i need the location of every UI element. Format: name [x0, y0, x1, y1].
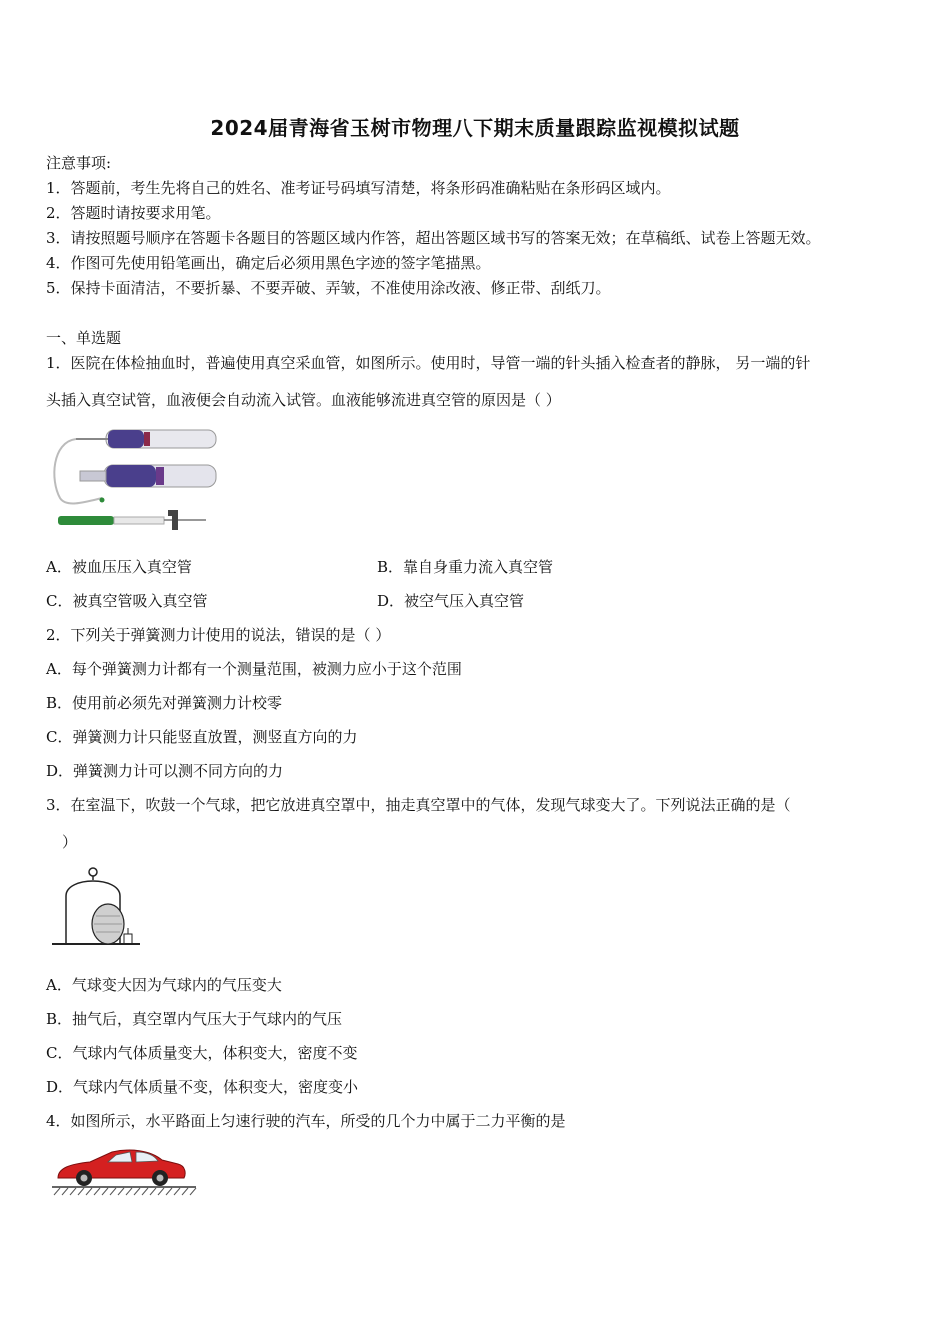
q1-option-c: C．被真空管吸入真空管 [46, 592, 208, 610]
q1-option-d: D．被空气压入真空管 [377, 592, 525, 610]
notice-item: 2．答题时请按要求用笔。 [46, 204, 221, 222]
q1-option-b: B．靠自身重力流入真空管 [377, 558, 554, 576]
notice-item: 1．答题前，考生先将自己的姓名、准考证号码填写清楚，将条形码准确粘贴在条形码区域内。 [46, 179, 671, 197]
vacuum-blood-tube-figure [46, 420, 226, 532]
notice-item: 3．请按照题号顺序在答题卡各题目的答题区域内作答，超出答题区域书写的答案无效；在草稿纸、试卷上答题无效。 [46, 229, 821, 247]
q2-option-c: C．弹簧测力计只能竖直放置，测竖直方向的力 [46, 728, 358, 746]
notice-item: 4．作图可先使用铅笔画出，确定后必须用黑色字迹的签字笔描黑。 [46, 254, 491, 272]
vacuum-bell-jar-figure [50, 862, 142, 948]
q3-option-b: B．抽气后，真空罩内气压大于气球内的气压 [46, 1010, 343, 1028]
notice-heading: 注意事项: [46, 154, 112, 172]
q3-option-c: C．气球内气体质量变大，体积变大，密度不变 [46, 1044, 358, 1062]
page-title: 2024届青海省玉树市物理八下期末质量跟踪监视模拟试题 [210, 116, 740, 140]
car-on-road-figure [50, 1140, 198, 1198]
notice-item: 5．保持卡面清洁，不要折暴、不要弄破、弄皱，不准使用涂改液、修正带、刮纸刀。 [46, 279, 611, 297]
q2-option-b: B．使用前必须先对弹簧测力计校零 [46, 694, 283, 712]
q3-stem-line2: ） [62, 833, 78, 851]
section-heading: 一、单选题 [46, 329, 122, 347]
q3-option-d: D．气球内气体质量不变，体积变大，密度变小 [46, 1078, 359, 1096]
q3-option-a: A．气球变大因为气球内的气压变大 [46, 976, 282, 994]
q2-option-d: D．弹簧测力计可以测不同方向的力 [46, 762, 284, 780]
q1-stem-line1: 1．医院在体检抽血时，普遍使用真空采血管，如图所示。使用时，导管一端的针头插入检查者的静脉， 另一端的针 [46, 354, 811, 372]
q4-stem: 4．如图所示，水平路面上匀速行驶的汽车，所受的几个力中属于二力平衡的是 [46, 1112, 566, 1130]
q1-stem-line2: 头插入真空试管，血液便会自动流入试管。血液能够流进真空管的原因是（ ） [46, 391, 561, 409]
q2-stem: 2．下列关于弹簧测力计使用的说法，错误的是（ ） [46, 626, 391, 644]
q1-option-a: A．被血压压入真空管 [46, 558, 192, 576]
q2-option-a: A．每个弹簧测力计都有一个测量范围，被测力应小于这个范围 [46, 660, 462, 678]
q3-stem-line1: 3．在室温下，吹鼓一个气球，把它放进真空罩中，抽走真空罩中的气体，发现气球变大了。下列说法正确的是（ [46, 796, 791, 814]
